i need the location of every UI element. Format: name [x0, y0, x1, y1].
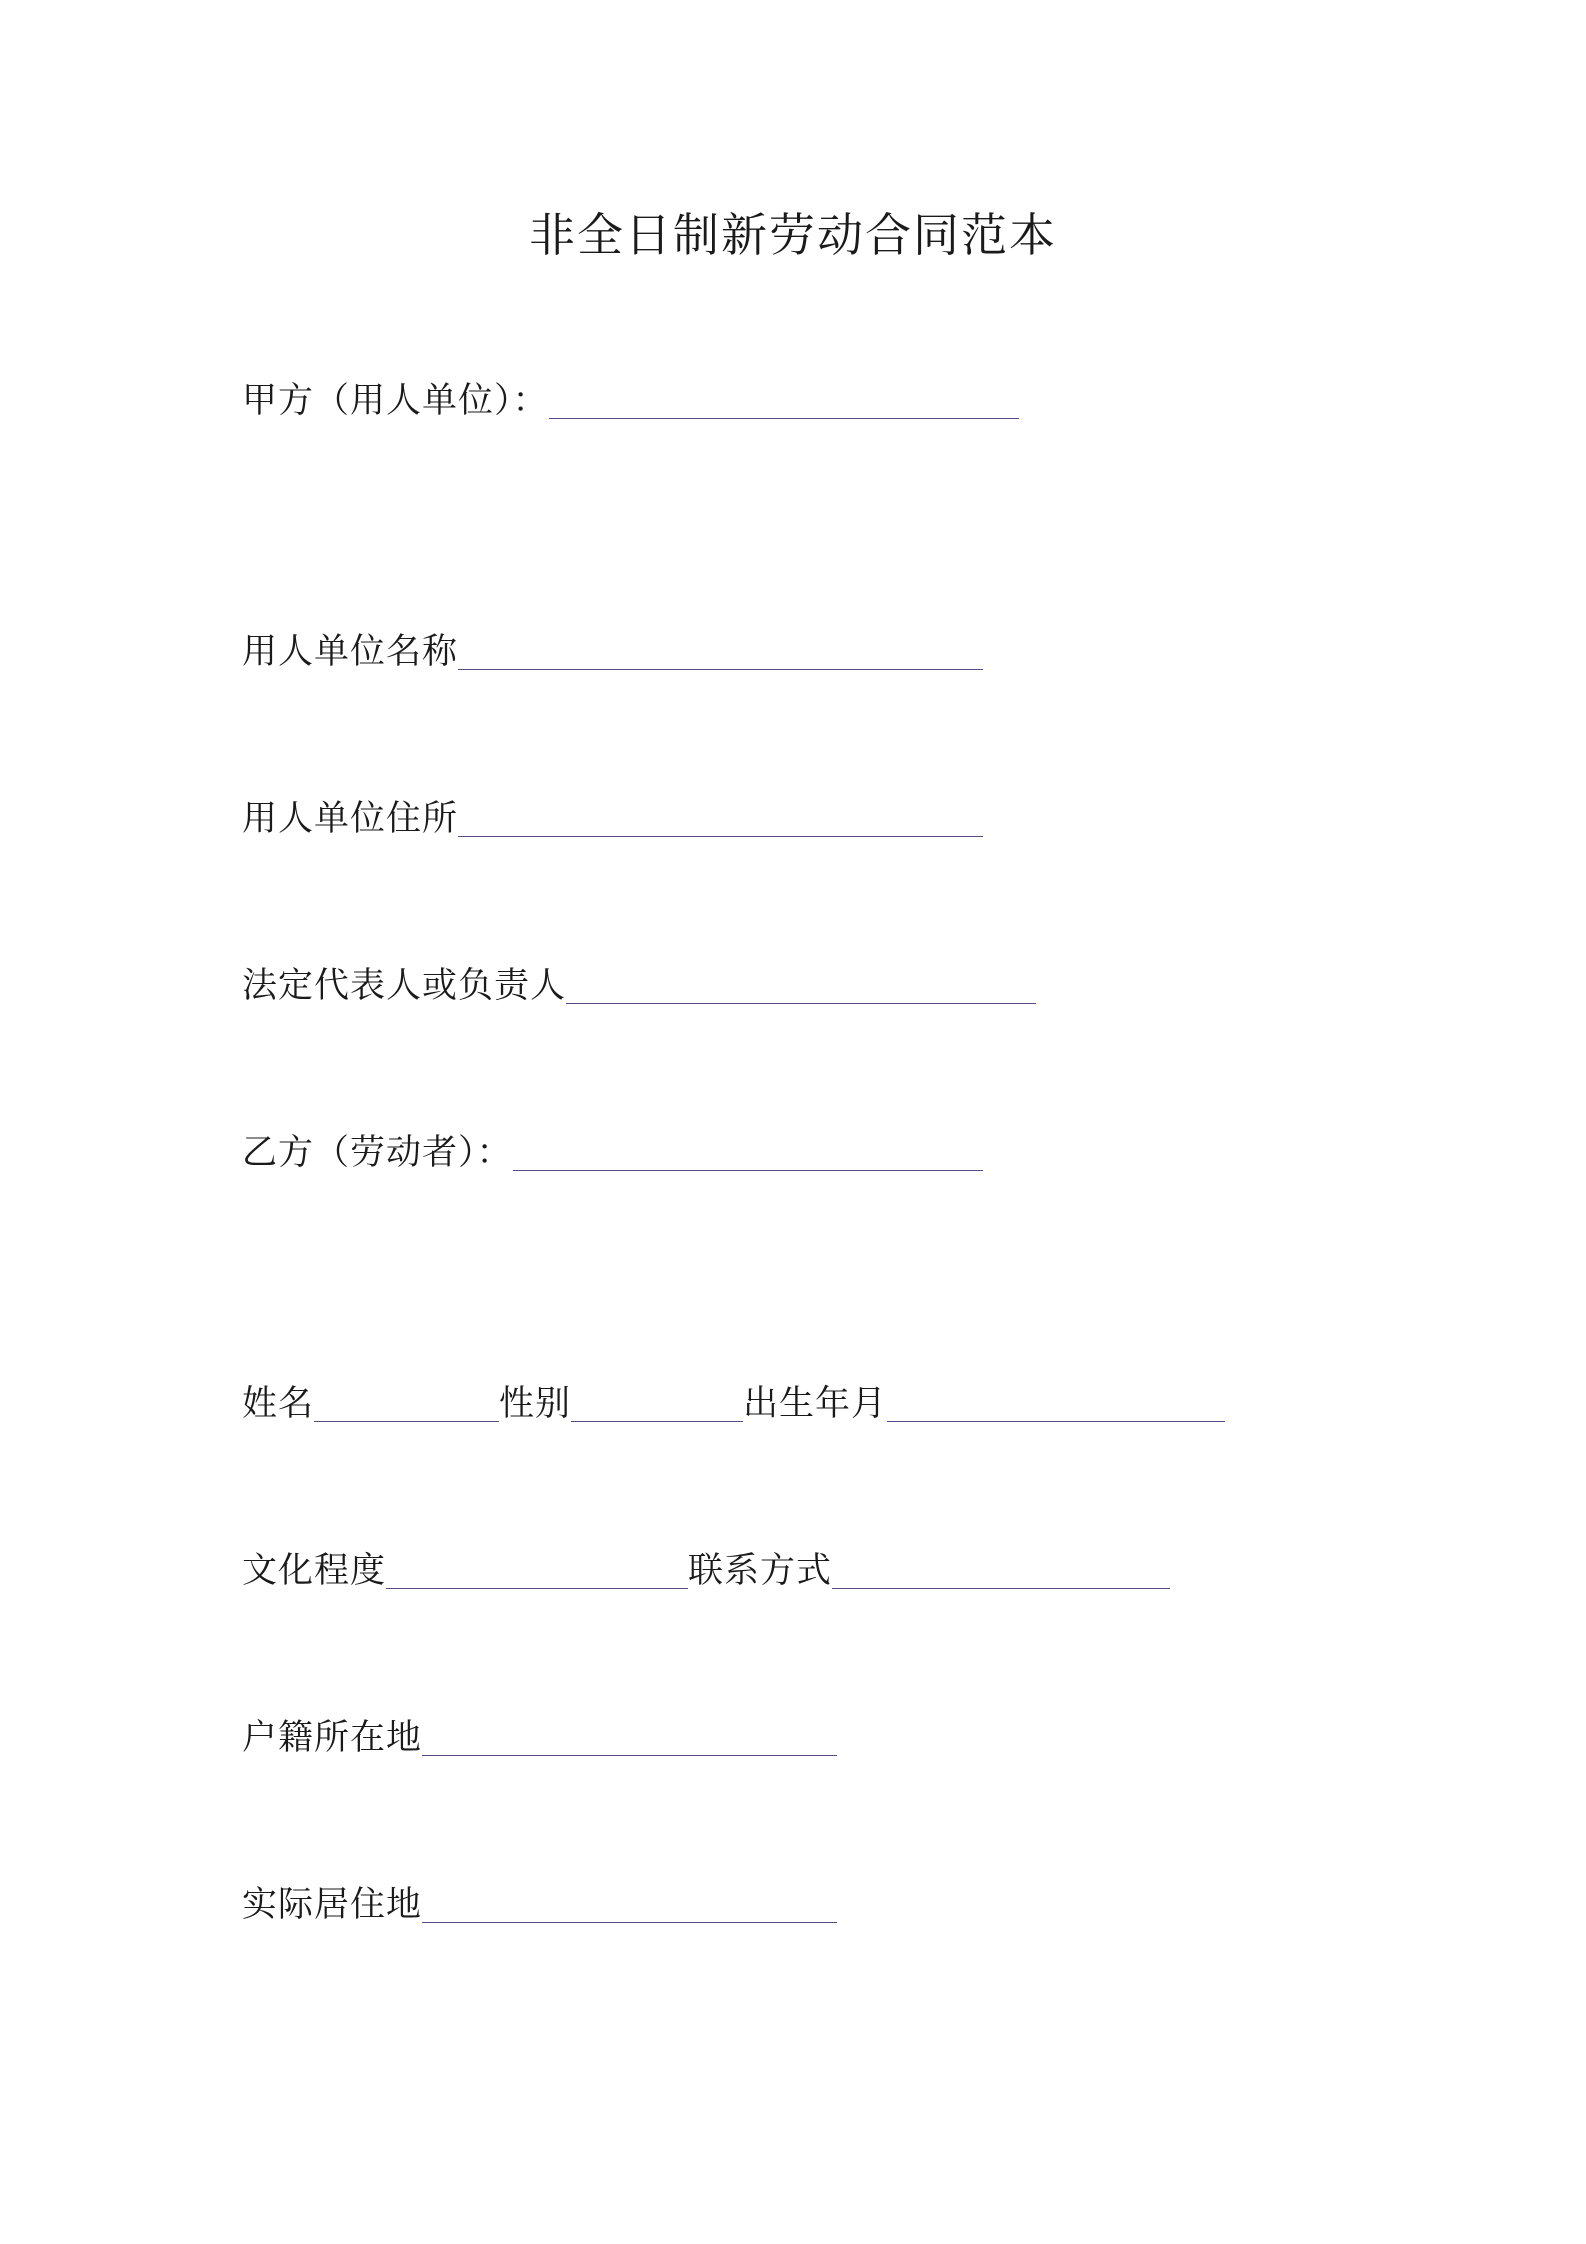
hukou-label: 户籍所在地: [242, 1718, 423, 1758]
residence-row: [242, 1879, 837, 1929]
party-b-row: [242, 1127, 983, 1177]
hukou-row: [242, 1712, 837, 1762]
contact-blank[interactable]: [832, 1588, 1170, 1589]
party-a-row: [242, 375, 1019, 425]
residence-label: 实际居住地: [242, 1885, 423, 1925]
employer-name-blank[interactable]: [458, 669, 983, 670]
education-label: 文化程度: [242, 1551, 387, 1591]
name-blank[interactable]: [314, 1421, 499, 1422]
residence-blank[interactable]: [422, 1922, 837, 1923]
education-contact-row: [242, 1545, 1170, 1595]
employer-address-label: 用人单位住所: [242, 799, 459, 839]
legal-rep-label: 法定代表人或负责人: [242, 966, 567, 1006]
party-a-blank[interactable]: [549, 418, 1019, 419]
employer-name-label: 用人单位名称: [242, 632, 459, 672]
document-title: 非全日制新劳动合同范本: [529, 208, 1057, 262]
party-b-blank[interactable]: [513, 1170, 983, 1171]
employer-address-row: [242, 793, 983, 843]
contact-label: 联系方式: [688, 1551, 833, 1591]
birth-label: 出生年月: [743, 1384, 888, 1424]
party-b-label: 乙方（劳动者）：: [242, 1133, 513, 1173]
party-a-label: 甲方（用人单位）：: [242, 381, 549, 421]
education-blank[interactable]: [386, 1588, 688, 1589]
birth-blank[interactable]: [887, 1421, 1225, 1422]
gender-blank[interactable]: [571, 1421, 743, 1422]
employer-name-row: [242, 626, 983, 676]
legal-rep-row: [242, 960, 1036, 1010]
name-label: 姓名: [242, 1384, 315, 1424]
hukou-blank[interactable]: [422, 1755, 837, 1756]
gender-label: 性别: [499, 1384, 572, 1424]
personal-info-row: [242, 1378, 1225, 1428]
legal-rep-blank[interactable]: [566, 1003, 1036, 1004]
employer-address-blank[interactable]: [458, 836, 983, 837]
